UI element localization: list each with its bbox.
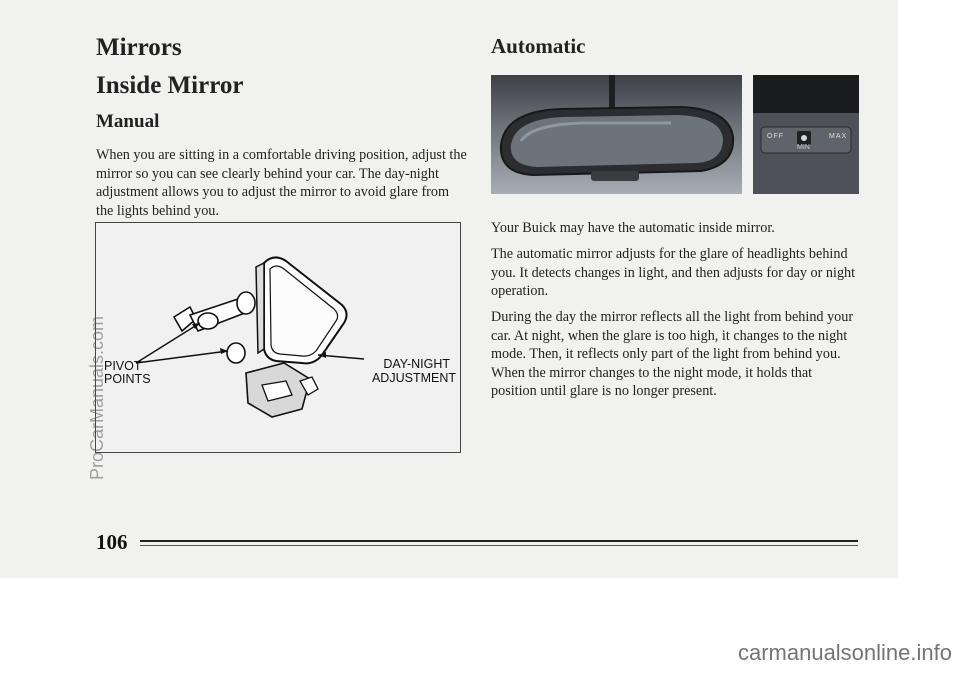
manual-mirror-illustration — [96, 223, 460, 452]
control-label-min: MIN — [797, 144, 810, 151]
automatic-intro: Your Buick may have the automatic inside mirror. — [491, 220, 775, 236]
pivot-label-line2: POINTS — [104, 372, 151, 386]
control-label-max: MAX — [829, 133, 848, 140]
subsection-title-automatic: Automatic — [491, 34, 586, 58]
daynight-label-line1: DAY-NIGHT — [383, 357, 450, 371]
footer-rule — [140, 540, 858, 542]
section-title-mirrors: Mirrors — [96, 34, 182, 61]
automatic-day-night-description: During the day the mirror reflects all the light from behind your car. At night, when the glare is too high, it changes to the night mode. Then, it reflects only part of the light from behind you. When the mirror changes to the night mode, it holds that position until glare is no longer present. — [491, 309, 854, 399]
manual-mirror-figure — [95, 222, 461, 453]
control-label-off: OFF — [767, 133, 784, 140]
footer-watermark: carmanualsonline.info — [737, 640, 952, 665]
pivot-label-line1: PIVOT — [104, 359, 142, 373]
automatic-description: The automatic mirror adjusts for the glare of headlights behind you. It detects changes in light, and then adjusts for day or night operation. — [491, 246, 856, 299]
automatic-mirror-photo — [491, 75, 742, 194]
section-title-inside-mirror: Inside Mirror — [96, 72, 244, 99]
footer-rule-thin — [140, 545, 858, 546]
automatic-mirror-control-photo — [753, 75, 859, 194]
daynight-label-line2: ADJUSTMENT — [371, 371, 456, 385]
side-watermark: ProCarManuals.com — [87, 315, 107, 480]
manual-description: When you are sitting in a comfortable driving position, adjust the mirror so you can see clearly behind your car. The day-night adjustment allows you to adjust the mirror to avoid glare from the lights behind you. — [96, 147, 467, 219]
subsection-title-manual: Manual — [96, 111, 160, 132]
page-number: 106 — [96, 530, 128, 554]
automatic-mirror-image — [491, 75, 742, 194]
